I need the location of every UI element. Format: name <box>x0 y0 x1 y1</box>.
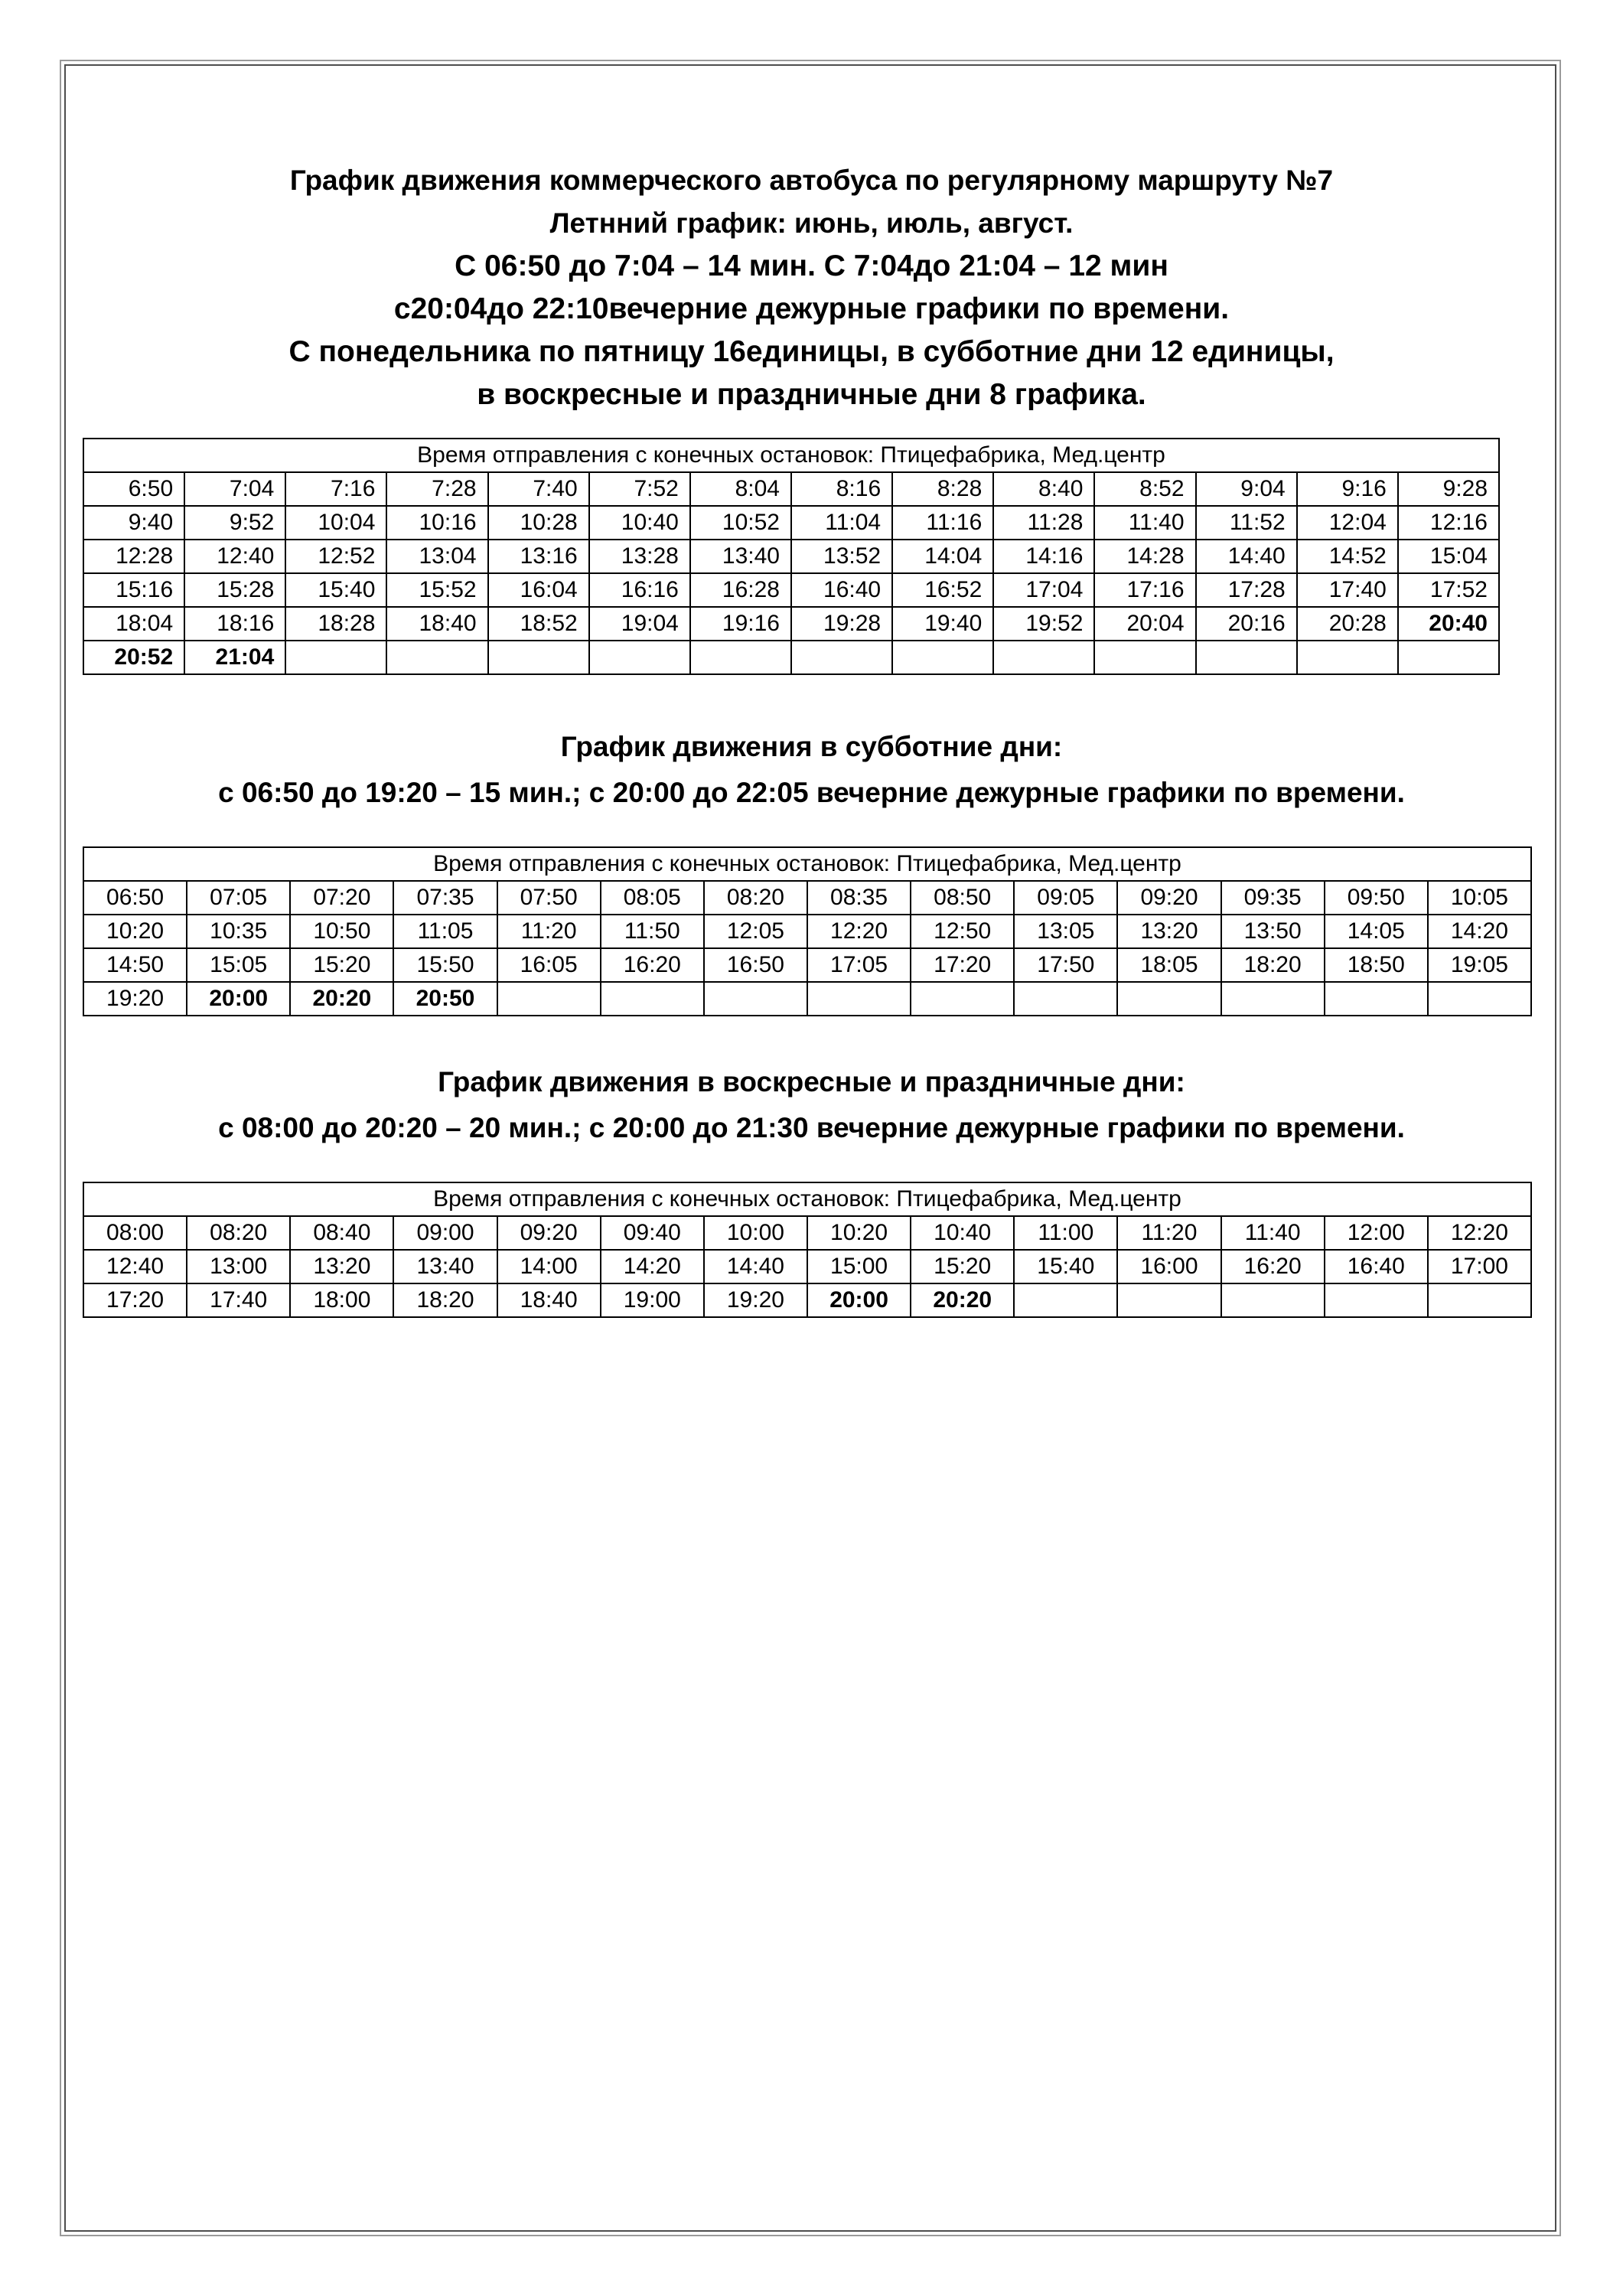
departure-time-cell: 09:40 <box>601 1216 704 1250</box>
departure-time-cell: 06:50 <box>83 881 187 915</box>
departure-time-cell: 10:04 <box>285 506 386 540</box>
table-caption-row <box>83 1182 1531 1216</box>
table-caption-row <box>83 439 1499 472</box>
empty-cell <box>601 982 704 1016</box>
departure-time-cell: 8:04 <box>690 472 791 506</box>
departure-time-cell: 14:28 <box>1094 540 1195 573</box>
departure-time-cell: 17:40 <box>187 1283 290 1317</box>
weekday-time-row <box>83 540 1499 573</box>
weekday-time-row <box>83 472 1499 506</box>
departure-time-cell: 16:04 <box>488 573 589 607</box>
departure-time-cell: 15:28 <box>184 573 285 607</box>
departure-time-cell: 18:04 <box>83 607 184 641</box>
departure-time-cell: 11:00 <box>1014 1216 1117 1250</box>
departure-time-cell: 13:00 <box>187 1250 290 1283</box>
sunday-heading-title: График движения в воскресные и праздничные дни: <box>438 1066 1185 1097</box>
departure-time-cell: 16:50 <box>704 948 807 982</box>
heading-line-interval: С 06:50 до 7:04 – 14 мин. С 7:04до 21:04 – 12 мин <box>455 249 1168 282</box>
departure-time-cell: 13:16 <box>488 540 589 573</box>
empty-cell <box>1398 641 1499 674</box>
departure-time-cell: 15:00 <box>807 1250 911 1283</box>
departure-time-cell: 18:16 <box>184 607 285 641</box>
departure-time-cell: 10:40 <box>911 1216 1014 1250</box>
departure-time-cell: 11:20 <box>497 915 601 948</box>
empty-cell <box>1014 982 1117 1016</box>
departure-time-cell: 19:16 <box>690 607 791 641</box>
departure-time-cell: 20:40 <box>1398 607 1499 641</box>
departure-time-cell: 18:40 <box>497 1283 601 1317</box>
departure-time-cell: 16:40 <box>1325 1250 1428 1283</box>
departure-time-cell: 19:28 <box>791 607 892 641</box>
departure-time-cell: 14:20 <box>601 1250 704 1283</box>
empty-cell <box>1297 641 1398 674</box>
heading-line-route: График движения коммерческого автобуса по регулярному маршруту №7 <box>289 165 1334 196</box>
departure-time-cell: 7:40 <box>488 472 589 506</box>
departure-time-cell: 13:52 <box>791 540 892 573</box>
departure-time-cell: 9:40 <box>83 506 184 540</box>
saturday-time-row <box>83 982 1531 1016</box>
empty-cell <box>1428 1283 1531 1317</box>
departure-time-cell: 08:00 <box>83 1216 187 1250</box>
departure-time-cell: 11:40 <box>1094 506 1195 540</box>
departure-time-cell: 09:35 <box>1221 881 1325 915</box>
departure-time-cell: 13:05 <box>1014 915 1117 948</box>
empty-cell <box>993 641 1094 674</box>
departure-time-cell: 18:20 <box>1221 948 1325 982</box>
empty-cell <box>1117 1283 1221 1317</box>
empty-cell <box>911 982 1014 1016</box>
departure-time-cell: 14:50 <box>83 948 187 982</box>
weekday-time-row <box>83 641 1499 674</box>
departure-time-cell: 14:16 <box>993 540 1094 573</box>
departure-time-cell: 08:20 <box>187 1216 290 1250</box>
departure-time-cell: 21:04 <box>184 641 285 674</box>
empty-cell <box>1325 1283 1428 1317</box>
departure-time-cell: 08:35 <box>807 881 911 915</box>
departure-time-cell: 6:50 <box>83 472 184 506</box>
departure-time-cell: 20:20 <box>290 982 393 1016</box>
departure-time-cell: 19:40 <box>892 607 993 641</box>
departure-time-cell: 11:52 <box>1196 506 1297 540</box>
empty-cell <box>1325 982 1428 1016</box>
departure-time-cell: 20:00 <box>807 1283 911 1317</box>
departure-time-cell: 19:20 <box>83 982 187 1016</box>
departure-time-cell: 20:28 <box>1297 607 1398 641</box>
departure-time-cell: 17:05 <box>807 948 911 982</box>
departure-time-cell: 18:52 <box>488 607 589 641</box>
empty-cell <box>1014 1283 1117 1317</box>
departure-time-cell: 12:52 <box>285 540 386 573</box>
departure-time-cell: 10:28 <box>488 506 589 540</box>
departure-time-cell: 13:04 <box>386 540 487 573</box>
departure-time-cell: 15:52 <box>386 573 487 607</box>
saturday-time-row <box>83 948 1531 982</box>
departure-time-cell: 11:04 <box>791 506 892 540</box>
departure-time-cell: 8:52 <box>1094 472 1195 506</box>
departure-time-cell: 12:28 <box>83 540 184 573</box>
empty-cell <box>704 982 807 1016</box>
departure-time-cell: 14:04 <box>892 540 993 573</box>
departure-time-cell: 15:04 <box>1398 540 1499 573</box>
departure-time-cell: 10:20 <box>83 915 187 948</box>
saturday-schedule-table <box>83 846 1532 1016</box>
heading-line-units: С понедельника по пятницу 16единицы, в субботние дни 12 единицы, <box>288 335 1335 368</box>
empty-cell <box>807 982 911 1016</box>
departure-time-cell: 20:00 <box>187 982 290 1016</box>
departure-time-cell: 09:20 <box>1117 881 1221 915</box>
departure-time-cell: 08:50 <box>911 881 1014 915</box>
departure-time-cell: 12:20 <box>1428 1216 1531 1250</box>
empty-cell <box>690 641 791 674</box>
departure-time-cell: 12:40 <box>184 540 285 573</box>
departure-time-cell: 15:50 <box>393 948 497 982</box>
departure-time-cell: 18:20 <box>393 1283 497 1317</box>
empty-cell <box>1094 641 1195 674</box>
departure-time-cell: 10:35 <box>187 915 290 948</box>
sunday-time-row <box>83 1283 1531 1317</box>
departure-time-cell: 14:40 <box>704 1250 807 1283</box>
departure-time-cell: 17:40 <box>1297 573 1398 607</box>
departure-time-cell: 12:20 <box>807 915 911 948</box>
departure-time-cell: 15:16 <box>83 573 184 607</box>
saturday-heading-title: График движения в субботние дни: <box>560 731 1063 762</box>
departure-time-cell: 17:00 <box>1428 1250 1531 1283</box>
sunday-schedule-table <box>83 1182 1532 1318</box>
departure-time-cell: 13:28 <box>589 540 690 573</box>
departure-time-cell: 20:52 <box>83 641 184 674</box>
departure-time-cell: 16:28 <box>690 573 791 607</box>
table-caption: Время отправления с конечных остановок: Птицефабрика, Мед.центр <box>83 1182 1531 1216</box>
departure-time-cell: 16:52 <box>892 573 993 607</box>
empty-cell <box>1117 982 1221 1016</box>
departure-time-cell: 13:40 <box>393 1250 497 1283</box>
departure-time-cell: 10:20 <box>807 1216 911 1250</box>
departure-time-cell: 16:16 <box>589 573 690 607</box>
departure-time-cell: 08:20 <box>704 881 807 915</box>
departure-time-cell: 12:05 <box>704 915 807 948</box>
departure-time-cell: 20:50 <box>393 982 497 1016</box>
empty-cell <box>892 641 993 674</box>
departure-time-cell: 13:20 <box>1117 915 1221 948</box>
table-caption: Время отправления с конечных остановок: Птицефабрика, Мед.центр <box>83 847 1531 881</box>
saturday-heading-interval: с 06:50 до 19:20 – 15 мин.; с 20:00 до 22:05 вечерние дежурные графики по времени. <box>218 777 1405 808</box>
departure-time-cell: 11:50 <box>601 915 704 948</box>
departure-time-cell: 12:00 <box>1325 1216 1428 1250</box>
heading-line-season: Летнний график: июнь, июль, август. <box>549 207 1074 239</box>
departure-time-cell: 17:04 <box>993 573 1094 607</box>
departure-time-cell: 19:52 <box>993 607 1094 641</box>
departure-time-cell: 17:50 <box>1014 948 1117 982</box>
departure-time-cell: 10:16 <box>386 506 487 540</box>
departure-time-cell: 07:35 <box>393 881 497 915</box>
departure-time-cell: 15:20 <box>911 1250 1014 1283</box>
sunday-heading <box>0 1059 1623 1151</box>
departure-time-cell: 15:40 <box>285 573 386 607</box>
departure-time-cell: 7:04 <box>184 472 285 506</box>
departure-time-cell: 12:50 <box>911 915 1014 948</box>
departure-time-cell: 10:00 <box>704 1216 807 1250</box>
departure-time-cell: 09:20 <box>497 1216 601 1250</box>
departure-time-cell: 9:52 <box>184 506 285 540</box>
departure-time-cell: 9:28 <box>1398 472 1499 506</box>
departure-time-cell: 20:20 <box>911 1283 1014 1317</box>
sunday-heading-interval: с 08:00 до 20:20 – 20 мин.; с 20:00 до 21:30 вечерние дежурные графики по времени. <box>218 1112 1405 1143</box>
sunday-time-row <box>83 1250 1531 1283</box>
heading-line-holidays: в воскресные и праздничные дни 8 графика. <box>477 378 1146 411</box>
main-heading <box>0 159 1623 416</box>
departure-time-cell: 15:05 <box>187 948 290 982</box>
empty-cell <box>791 641 892 674</box>
empty-cell <box>589 641 690 674</box>
departure-time-cell: 18:00 <box>290 1283 393 1317</box>
departure-time-cell: 11:05 <box>393 915 497 948</box>
departure-time-cell: 17:20 <box>911 948 1014 982</box>
departure-time-cell: 18:50 <box>1325 948 1428 982</box>
departure-time-cell: 13:40 <box>690 540 791 573</box>
departure-time-cell: 08:05 <box>601 881 704 915</box>
table-caption: Время отправления с конечных остановок: Птицефабрика, Мед.центр <box>83 439 1499 472</box>
departure-time-cell: 11:40 <box>1221 1216 1325 1250</box>
departure-time-cell: 19:00 <box>601 1283 704 1317</box>
departure-time-cell: 17:20 <box>83 1283 187 1317</box>
departure-time-cell: 16:20 <box>601 948 704 982</box>
empty-cell <box>1428 982 1531 1016</box>
departure-time-cell: 19:04 <box>589 607 690 641</box>
weekday-time-row <box>83 607 1499 641</box>
departure-time-cell: 10:50 <box>290 915 393 948</box>
weekday-schedule-table <box>83 438 1500 675</box>
saturday-time-row <box>83 881 1531 915</box>
departure-time-cell: 16:20 <box>1221 1250 1325 1283</box>
departure-time-cell: 07:50 <box>497 881 601 915</box>
departure-time-cell: 12:16 <box>1398 506 1499 540</box>
empty-cell <box>497 982 601 1016</box>
departure-time-cell: 14:52 <box>1297 540 1398 573</box>
heading-line-evening: с20:04до 22:10вечерние дежурные графики по времени. <box>393 292 1230 325</box>
saturday-time-row <box>83 915 1531 948</box>
departure-time-cell: 16:40 <box>791 573 892 607</box>
empty-cell <box>488 641 589 674</box>
table-caption-row <box>83 847 1531 881</box>
departure-time-cell: 8:40 <box>993 472 1094 506</box>
sunday-time-row <box>83 1216 1531 1250</box>
departure-time-cell: 7:28 <box>386 472 487 506</box>
departure-time-cell: 07:05 <box>187 881 290 915</box>
departure-time-cell: 11:28 <box>993 506 1094 540</box>
empty-cell <box>1221 982 1325 1016</box>
departure-time-cell: 09:00 <box>393 1216 497 1250</box>
departure-time-cell: 07:20 <box>290 881 393 915</box>
weekday-time-row <box>83 506 1499 540</box>
empty-cell <box>285 641 386 674</box>
departure-time-cell: 20:16 <box>1196 607 1297 641</box>
departure-time-cell: 7:16 <box>285 472 386 506</box>
departure-time-cell: 16:00 <box>1117 1250 1221 1283</box>
departure-time-cell: 15:40 <box>1014 1250 1117 1283</box>
departure-time-cell: 15:20 <box>290 948 393 982</box>
departure-time-cell: 17:16 <box>1094 573 1195 607</box>
empty-cell <box>1221 1283 1325 1317</box>
departure-time-cell: 16:05 <box>497 948 601 982</box>
departure-time-cell: 17:52 <box>1398 573 1499 607</box>
departure-time-cell: 10:40 <box>589 506 690 540</box>
departure-time-cell: 18:05 <box>1117 948 1221 982</box>
empty-cell <box>386 641 487 674</box>
departure-time-cell: 8:28 <box>892 472 993 506</box>
departure-time-cell: 10:05 <box>1428 881 1531 915</box>
departure-time-cell: 9:04 <box>1196 472 1297 506</box>
departure-time-cell: 19:20 <box>704 1283 807 1317</box>
departure-time-cell: 09:05 <box>1014 881 1117 915</box>
departure-time-cell: 14:05 <box>1325 915 1428 948</box>
departure-time-cell: 11:16 <box>892 506 993 540</box>
departure-time-cell: 8:16 <box>791 472 892 506</box>
departure-time-cell: 12:40 <box>83 1250 187 1283</box>
weekday-time-row <box>83 573 1499 607</box>
departure-time-cell: 13:50 <box>1221 915 1325 948</box>
departure-time-cell: 09:50 <box>1325 881 1428 915</box>
departure-time-cell: 11:20 <box>1117 1216 1221 1250</box>
departure-time-cell: 14:20 <box>1428 915 1531 948</box>
departure-time-cell: 08:40 <box>290 1216 393 1250</box>
departure-time-cell: 19:05 <box>1428 948 1531 982</box>
departure-time-cell: 17:28 <box>1196 573 1297 607</box>
departure-time-cell: 18:40 <box>386 607 487 641</box>
departure-time-cell: 9:16 <box>1297 472 1398 506</box>
departure-time-cell: 7:52 <box>589 472 690 506</box>
departure-time-cell: 20:04 <box>1094 607 1195 641</box>
departure-time-cell: 14:00 <box>497 1250 601 1283</box>
departure-time-cell: 14:40 <box>1196 540 1297 573</box>
departure-time-cell: 10:52 <box>690 506 791 540</box>
departure-time-cell: 13:20 <box>290 1250 393 1283</box>
departure-time-cell: 18:28 <box>285 607 386 641</box>
empty-cell <box>1196 641 1297 674</box>
departure-time-cell: 12:04 <box>1297 506 1398 540</box>
saturday-heading <box>0 724 1623 816</box>
